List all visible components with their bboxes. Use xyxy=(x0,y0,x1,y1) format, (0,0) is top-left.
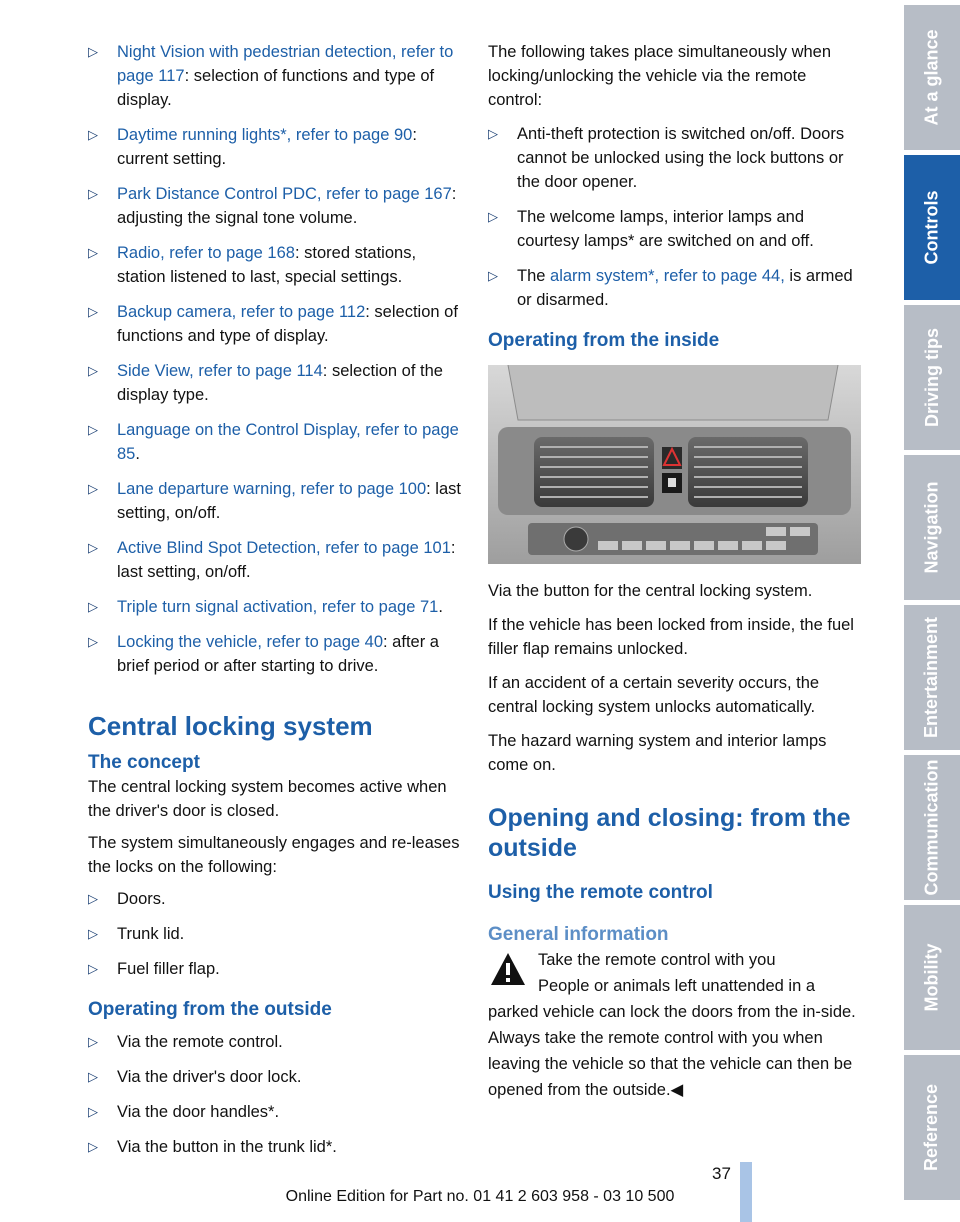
bullet-text: The welcome lamps, interior lamps and courtesy lamps* are switched on and off. xyxy=(517,208,814,250)
tab-label: At a glance xyxy=(921,29,942,126)
bullet-text: . xyxy=(438,598,443,616)
bullet-triangle-icon: ▷ xyxy=(88,44,98,59)
page-reference-link[interactable]: Side View, refer to page 114 xyxy=(117,362,323,380)
bullet-text-post: is armed or disarmed. xyxy=(517,267,853,309)
list-item xyxy=(88,477,466,525)
heading-operating-outside: Operating from the outside xyxy=(88,999,332,1020)
page-reference-link[interactable]: Park Distance Control PDC, refer to page 167 xyxy=(117,185,452,203)
chapter-tabs xyxy=(904,0,960,1222)
paragraph-hazard: The hazard warning system and interior lamps come on. xyxy=(488,732,827,774)
bullet-triangle-icon: ▷ xyxy=(88,481,98,496)
bullet-text: Via the remote control. xyxy=(117,1033,283,1051)
bullet-triangle-icon: ▷ xyxy=(88,926,98,941)
bullet-text: Via the driver's door lock. xyxy=(117,1068,302,1086)
list-item xyxy=(88,536,466,584)
page-reference-link[interactable]: Lane departure warning, refer to page 100 xyxy=(117,480,427,498)
page-reference-link[interactable]: Backup camera, refer to page 112 xyxy=(117,303,366,321)
page-reference-link[interactable]: Active Blind Spot Detection, refer to page 101 xyxy=(117,539,451,557)
outside-list xyxy=(88,1030,466,1159)
list-item xyxy=(88,630,466,678)
bullet-triangle-icon: ▷ xyxy=(488,268,498,283)
paragraph-accident: If an accident of a certain severity occurs, the central locking system unlocks automatically. xyxy=(488,674,820,716)
list-item xyxy=(88,1135,466,1159)
heading-remote-control: Using the remote control xyxy=(488,882,713,903)
bullet-text: : selection of the display type. xyxy=(117,362,443,404)
concept-paragraph-1: The central locking system becomes active when the driver's door is closed. xyxy=(88,778,447,820)
bullet-text-pre: The xyxy=(517,267,551,285)
bullet-text: Via the button in the trunk lid*. xyxy=(117,1138,337,1156)
bullet-text: : last setting, on/off. xyxy=(117,539,456,581)
tab-label: Driving tips xyxy=(921,327,942,428)
warning-box xyxy=(488,947,862,1103)
bullet-triangle-icon: ▷ xyxy=(88,245,98,260)
bullet-text: Doors. xyxy=(117,890,166,908)
list-item xyxy=(488,122,862,194)
bullet-triangle-icon: ▷ xyxy=(88,891,98,906)
footer-edition: Online Edition for Part no. 01 41 2 603 958 - 03 10 500 xyxy=(285,1188,675,1205)
list-item xyxy=(88,241,466,289)
warning-title: Take the remote control with you xyxy=(538,951,776,969)
left-column xyxy=(88,40,466,1170)
tab-label: Navigation xyxy=(921,481,942,574)
list-item xyxy=(488,264,862,312)
bullet-text: Fuel filler flap. xyxy=(117,960,220,978)
remote-intro: The following takes place simultaneously when locking/unlocking the vehicle via the remote control: xyxy=(488,43,832,109)
bullet-triangle-icon: ▷ xyxy=(88,1034,98,1049)
bullet-triangle-icon: ▷ xyxy=(88,599,98,614)
list-item xyxy=(88,1030,466,1054)
bullet-text: : adjusting the signal tone volume. xyxy=(117,185,457,227)
bullet-triangle-icon: ▷ xyxy=(88,422,98,437)
tab-label: Mobility xyxy=(921,943,942,1012)
alarm-system-link[interactable]: alarm system*, refer to page 44, xyxy=(550,267,785,285)
heading-concept: The concept xyxy=(88,752,200,773)
list-item xyxy=(88,418,466,466)
bullet-triangle-icon: ▷ xyxy=(88,304,98,319)
list-item xyxy=(88,887,466,911)
bullet-text: : after a brief period or after starting to drive. xyxy=(117,633,439,675)
bullet-triangle-icon: ▷ xyxy=(88,634,98,649)
tab-label: Controls xyxy=(921,190,942,265)
heading-operating-inside: Operating from the inside xyxy=(488,330,720,351)
list-item xyxy=(88,359,466,407)
paragraph-locked-inside: If the vehicle has been locked from inside, the fuel filler flap remains unlocked. xyxy=(488,616,854,658)
bullet-triangle-icon: ▷ xyxy=(88,1069,98,1084)
tab-label: Reference xyxy=(921,1083,942,1172)
bullet-text: Trunk lid. xyxy=(117,925,185,943)
tab-reference[interactable] xyxy=(904,1055,960,1200)
bullet-text: : current setting. xyxy=(117,126,417,168)
bullet-triangle-icon: ▷ xyxy=(488,209,498,224)
tab-controls[interactable] xyxy=(904,155,960,300)
tab-navigation[interactable] xyxy=(904,455,960,600)
bullet-text: . xyxy=(135,445,140,463)
locks-list xyxy=(88,887,466,981)
tab-mobility[interactable] xyxy=(904,905,960,1050)
tab-communication[interactable] xyxy=(904,755,960,900)
heading-general-information: General information xyxy=(488,924,669,945)
tab-at-a-glance[interactable] xyxy=(904,5,960,150)
bullet-triangle-icon: ▷ xyxy=(88,540,98,555)
bullet-triangle-icon: ▷ xyxy=(88,1139,98,1154)
list-item xyxy=(88,182,466,230)
bullet-triangle-icon: ▷ xyxy=(488,126,498,141)
tab-entertainment[interactable] xyxy=(904,605,960,750)
section-title-opening-closing: Opening and closing: from the outside xyxy=(488,804,851,862)
bullet-triangle-icon: ▷ xyxy=(88,127,98,142)
bullet-text: : selection of functions and type of display. xyxy=(117,303,458,345)
bullet-text: : last setting, on/off. xyxy=(117,480,461,522)
list-item xyxy=(88,123,466,171)
list-item xyxy=(88,1100,466,1124)
bullet-text: Via the door handles*. xyxy=(117,1103,280,1121)
bullet-text: : selection of functions and type of display. xyxy=(117,67,435,109)
page-reference-link[interactable]: Radio, refer to page 168 xyxy=(117,244,295,262)
list-item xyxy=(88,1065,466,1089)
bullet-triangle-icon: ▷ xyxy=(88,1104,98,1119)
bullet-triangle-icon: ▷ xyxy=(88,961,98,976)
page-reference-link[interactable]: Daytime running lights*, refer to page 90 xyxy=(117,126,413,144)
paragraph-via-button: Via the button for the central locking system. xyxy=(488,582,813,600)
page-reference-link[interactable]: Locking the vehicle, refer to page 40 xyxy=(117,633,384,651)
list-item xyxy=(488,205,862,253)
page-number: 37 xyxy=(712,1164,731,1183)
tab-label: Entertainment xyxy=(921,616,942,739)
warning-triangle-icon xyxy=(490,951,526,987)
central-locking-button-photo xyxy=(488,365,861,564)
page-reference-link[interactable]: Night Vision with pedestrian detection, refer to page 117 xyxy=(117,43,454,85)
section-title-central-locking: Central locking system xyxy=(88,711,373,741)
settings-list xyxy=(88,40,466,678)
right-column xyxy=(488,40,862,1103)
list-item xyxy=(88,300,466,348)
page-reference-link[interactable]: Triple turn signal activation, refer to page 71 xyxy=(117,598,439,616)
list-item xyxy=(88,922,466,946)
list-item xyxy=(88,957,466,981)
list-item xyxy=(88,595,466,619)
page-reference-link[interactable]: Language on the Control Display, refer to page 85 xyxy=(117,421,459,463)
tab-label: Communication xyxy=(921,759,942,896)
bullet-text: Anti-theft protection is switched on/off. Doors cannot be unlocked using the lock buttons or the door opener. xyxy=(517,125,845,191)
concept-paragraph-2: The system simultaneously engages and re-leases the locks on the following: xyxy=(88,834,460,876)
tab-driving-tips[interactable] xyxy=(904,305,960,450)
warning-body: People or animals left unattended in a parked vehicle can lock the doors from the in-side. Always take the remote control with you when leaving the vehicle so that the vehicle can then be opened from the outside.◀ xyxy=(488,977,856,1099)
bullet-text: : stored stations, station listened to last, special settings. xyxy=(117,244,417,286)
bullet-triangle-icon: ▷ xyxy=(88,186,98,201)
list-item xyxy=(88,40,466,112)
bullet-triangle-icon: ▷ xyxy=(88,363,98,378)
